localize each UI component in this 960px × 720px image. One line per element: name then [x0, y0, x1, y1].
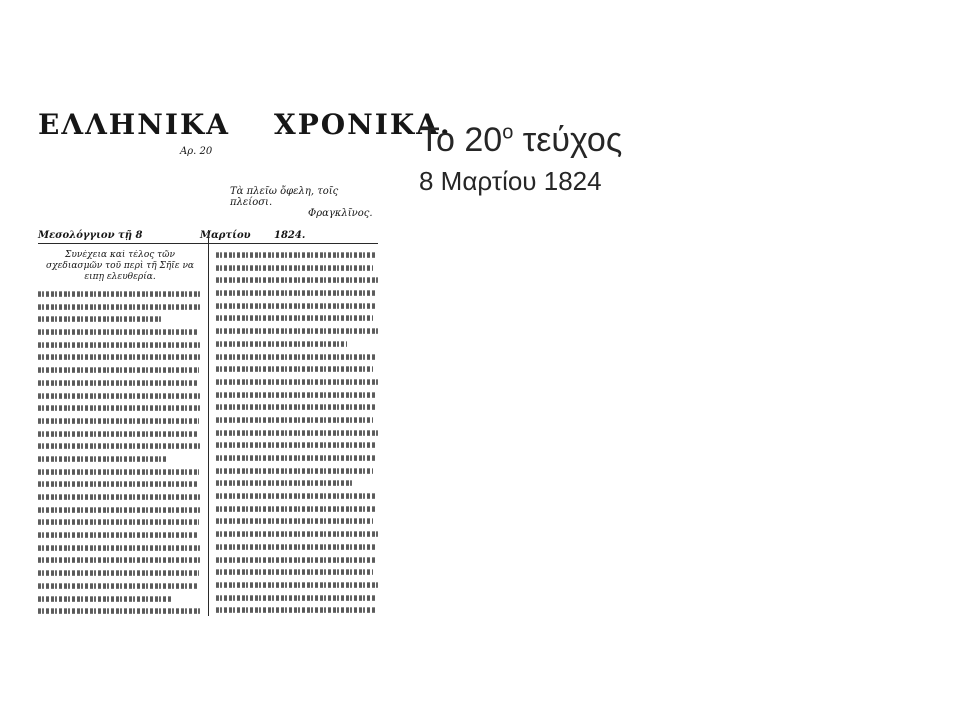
scan-text-line	[38, 545, 202, 551]
scan-text-line	[38, 482, 197, 488]
scan-text-line	[216, 595, 376, 601]
scan-text-line	[38, 583, 197, 589]
scan-text-line	[38, 558, 200, 564]
scan-text-line	[216, 379, 378, 385]
scan-text-line	[38, 431, 197, 437]
scan-text-line	[38, 596, 172, 602]
scan-text-line	[216, 481, 352, 487]
issue-title-prefix: Το 20	[419, 121, 503, 159]
scan-text-line	[38, 342, 202, 348]
scan-text-line	[38, 418, 199, 424]
scan-text-line	[38, 570, 199, 576]
scan-text-line	[38, 329, 197, 335]
newspaper-scan	[28, 104, 452, 616]
scan-text-line	[216, 493, 376, 499]
left-column-text-lines	[38, 289, 202, 614]
column-divider	[208, 230, 209, 616]
scan-text-line	[38, 532, 197, 538]
scan-text-line	[216, 290, 376, 296]
issue-date: 8 Μαρτίου 1824	[419, 166, 602, 196]
scan-text-line	[38, 380, 197, 386]
scan-text-line	[38, 469, 199, 475]
slide-caption	[419, 120, 622, 198]
scan-text-line	[216, 354, 375, 360]
masthead-word-2: ΧΡΟΝΙΚΑ.	[274, 108, 452, 141]
newspaper-masthead	[38, 108, 452, 141]
scan-text-line	[216, 252, 375, 258]
newspaper-motto-author: Φραγκλῖνος.	[308, 208, 373, 219]
issue-title-superscript: ο	[502, 121, 514, 144]
masthead-word-1: ΕΛΛΗΝΙΚΑ	[38, 108, 230, 141]
scan-text-line	[216, 303, 375, 309]
scan-text-line	[216, 582, 378, 588]
scan-text-line	[216, 405, 375, 411]
scan-text-line	[38, 317, 163, 323]
left-column-heading: Συνέχεια καὶ τέλος τῶν σχεδιασμῶν τοῦ περὶ τῆ Σῆῖε να ειπῃ ελευθερία.	[45, 250, 195, 282]
scan-text-line	[216, 417, 373, 423]
scan-text-line	[216, 506, 375, 512]
dateline-year: 1824.	[274, 230, 306, 241]
right-column-text-lines	[216, 250, 378, 614]
scan-text-line	[38, 367, 199, 373]
scan-text-line	[38, 355, 200, 361]
newspaper-motto: Τὰ πλεῖω ὄφελη, τοῖς πλείοσι.	[230, 186, 339, 208]
scan-text-line	[38, 456, 168, 462]
scan-text-line	[216, 265, 373, 271]
scan-text-line	[38, 609, 200, 614]
scan-text-line	[216, 608, 375, 614]
dateline-month: Μαρτίου	[200, 230, 251, 241]
scan-text-line	[38, 520, 199, 526]
scan-text-line	[216, 443, 376, 449]
scan-text-line	[38, 291, 202, 297]
scan-text-line	[216, 570, 373, 576]
scan-text-line	[216, 316, 373, 322]
scan-text-line	[38, 406, 200, 412]
scan-text-line	[216, 557, 375, 563]
scan-text-line	[216, 278, 378, 284]
scan-text-line	[216, 519, 373, 525]
scan-text-line	[38, 507, 200, 513]
scan-text-line	[38, 444, 202, 450]
dateline-place: Μεσολόγγιον τῇ 8	[38, 230, 143, 241]
scan-text-line	[216, 468, 373, 474]
scan-text-line	[216, 328, 378, 334]
scan-text-line	[216, 544, 376, 550]
newspaper-right-column	[216, 250, 378, 614]
scan-text-line	[216, 531, 378, 537]
scan-text-line	[38, 393, 202, 399]
issue-title-suffix: τεύχος	[513, 121, 623, 159]
scan-text-line	[38, 494, 202, 500]
scan-text-line	[38, 304, 200, 310]
scan-text-line	[216, 392, 376, 398]
newspaper-issue-number: Αρ. 20	[180, 146, 213, 157]
scan-text-line	[216, 367, 373, 373]
scan-text-line	[216, 341, 347, 347]
scan-text-line	[216, 455, 375, 461]
issue-title	[419, 120, 622, 160]
newspaper-left-column	[38, 250, 202, 614]
scan-text-line	[216, 430, 378, 436]
